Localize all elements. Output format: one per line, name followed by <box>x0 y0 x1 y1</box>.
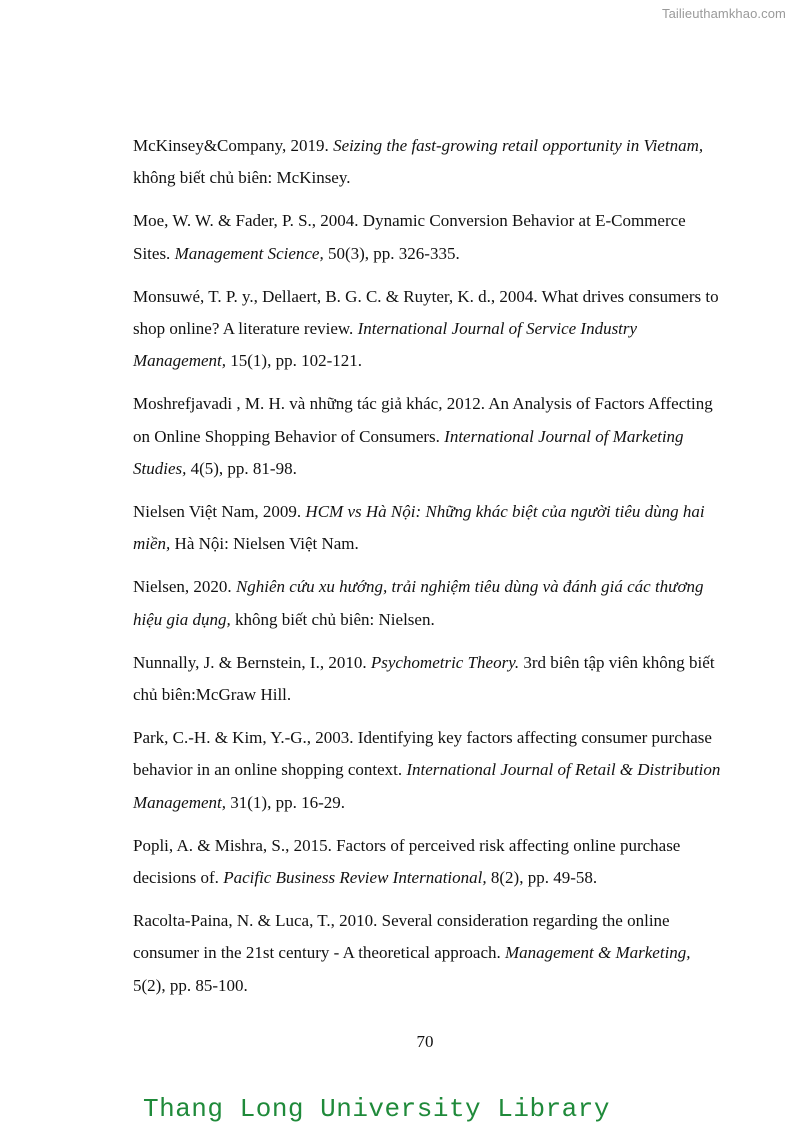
reference-lead: Moe, W. W. & Fader, P. S., 2004. Dynamic Conversion Behavior at E-Commerce Sites. <box>133 211 686 263</box>
reference-lead: Monsuwé, T. P. y., Dellaert, B. G. C. & Ruyter, K. d., 2004. What drives consumers to shop online? A literature review. <box>133 286 719 339</box>
reference-tail: 15(1), pp. 102-121. <box>226 351 362 371</box>
reference-lead: Nielsen, 2020. <box>133 577 236 597</box>
reference-item <box>133 830 723 895</box>
reference-lead: Nunnally, J. & Bernstein, I., 2010. <box>133 652 371 672</box>
reference-title: HCM vs Hà Nội: Những khác biệt của người tiêu dùng hai miền, <box>133 502 705 554</box>
reference-title: International Journal of Service Industry Management, <box>133 319 638 371</box>
reference-item <box>133 388 723 485</box>
reference-title: Nghiên cứu xu hướng, trải nghiệm tiêu dùng và đánh giá các thương hiệu gia dụng, <box>133 577 704 629</box>
reference-list <box>133 130 723 1013</box>
reference-tail: 5(2), pp. 85-100. <box>133 975 248 995</box>
reference-lead: Racolta-Paina, N. & Luca, T., 2010. Several consideration regarding the online consumer in the 21st century - A theoretical approach. <box>133 911 670 963</box>
reference-title: Seizing the fast-growing retail opportunity in Vietnam, <box>333 136 704 155</box>
reference-tail: không biết chủ biên: Nielsen. <box>230 609 435 629</box>
library-footer: Thang Long University Library <box>143 1094 610 1124</box>
reference-lead: Nielsen Việt Nam, 2009. <box>133 502 306 522</box>
reference-item <box>133 130 723 195</box>
reference-title: International Journal of Marketing Studies, <box>133 426 684 479</box>
reference-item <box>133 905 723 1002</box>
reference-item <box>133 281 723 378</box>
reference-item <box>133 496 723 561</box>
reference-lead: McKinsey&Company, 2019. <box>133 136 334 155</box>
reference-title: Management Science, <box>174 243 324 263</box>
reference-tail: Hà Nội: Nielsen Việt Nam. <box>170 534 359 554</box>
reference-tail: 3rd biên tập viên không biết chủ biên:McGraw Hill. <box>133 652 715 705</box>
reference-title: Management & Marketing, <box>505 943 691 963</box>
reference-title: Pacific Business Review International, <box>223 868 487 888</box>
page-number: 70 <box>416 1032 434 1051</box>
reference-item <box>133 722 723 819</box>
reference-tail: 31(1), pp. 16-29. <box>226 792 345 812</box>
reference-tail: 8(2), pp. 49-58. <box>486 868 598 888</box>
reference-item <box>133 205 723 270</box>
reference-lead: Moshrefjavadi , M. H. và những tác giả khác, 2012. An Analysis of Factors Affecting on Online Shopping Behavior of Consumers. <box>133 394 713 446</box>
reference-tail: 50(3), pp. 326-335. <box>323 243 460 263</box>
reference-title: Psychometric Theory. <box>370 652 520 672</box>
watermark-text: Tailieuthamkhao.com <box>661 6 786 21</box>
reference-title: International Journal of Retail & Distribution Management, <box>133 760 721 812</box>
reference-tail: 4(5), pp. 81-98. <box>186 459 297 479</box>
reference-item <box>133 571 723 636</box>
reference-item <box>133 647 723 712</box>
reference-lead: Popli, A. & Mishra, S., 2015. Factors of perceived risk affecting online purchase decisions of. <box>133 835 681 888</box>
reference-lead: Park, C.-H. & Kim, Y.-G., 2003. Identifying key factors affecting consumer purchase behavior in an online shopping context. <box>133 728 712 780</box>
reference-tail: không biết chủ biên: McKinsey. <box>133 168 351 188</box>
